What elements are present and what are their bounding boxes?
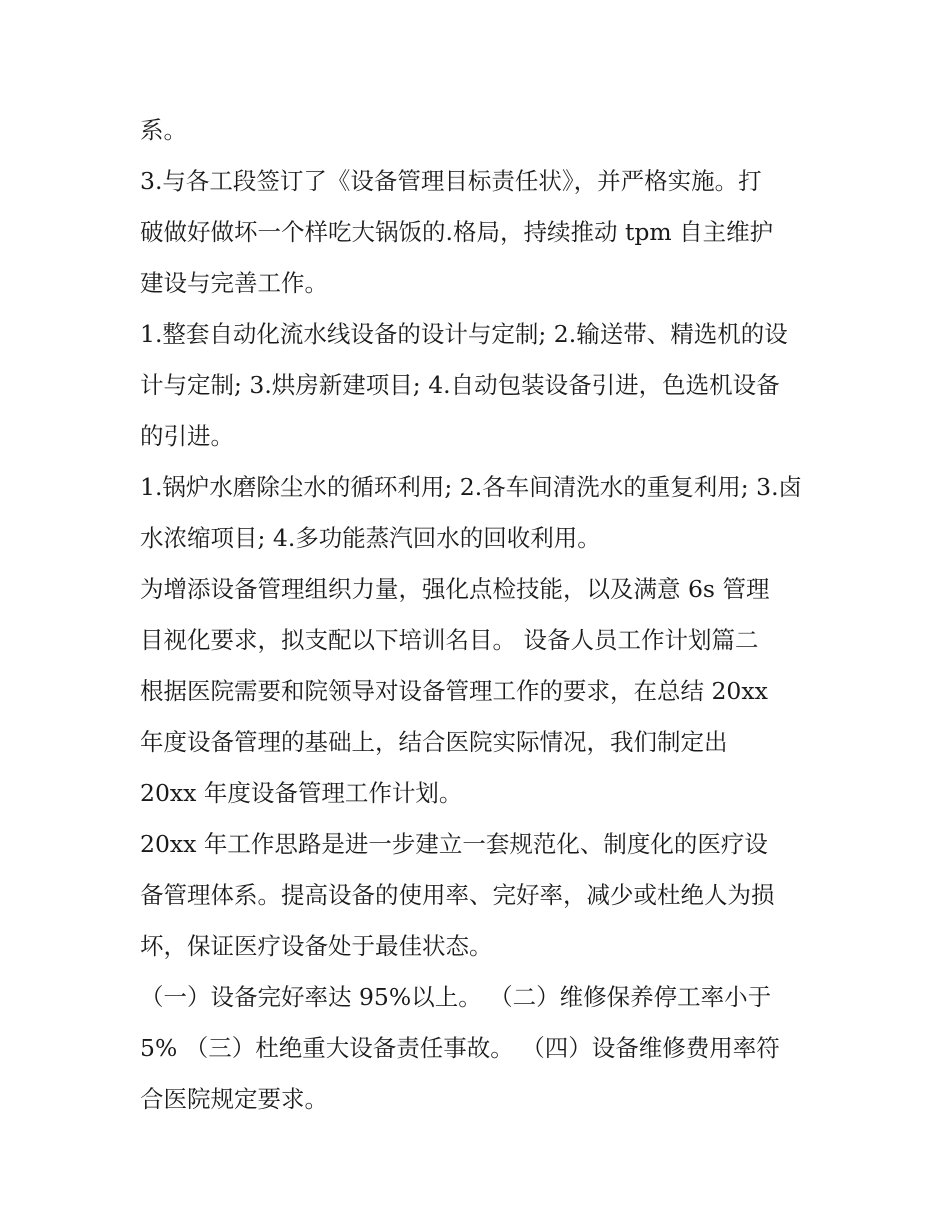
text-line: 1.整套自动化流水线设备的设计与定制; 2.输送带、精选机的设 — [140, 320, 788, 348]
text-line: 根据医院需要和院领导对设备管理工作的要求，在总结 20xx — [140, 677, 768, 705]
text-line: 5% （三）杜绝重大设备责任事故。 （四）设备维修费用率符 — [140, 1034, 780, 1062]
paragraph-water-recycling — [140, 462, 820, 564]
text-line: 计与定制; 3.烘房新建项目; 4.自动包装设备引进，色选机设备 — [140, 371, 780, 399]
paragraph-responsibility — [140, 156, 820, 309]
text-line: 系。 — [140, 116, 187, 144]
text-line: 20xx 年度设备管理工作计划。 — [140, 779, 463, 807]
paragraph-work-ideas — [140, 819, 820, 972]
text-line: 20xx 年工作思路是进一步建立一套规范化、制度化的医疗设 — [140, 830, 768, 858]
paragraph-system-end — [140, 105, 820, 156]
document-body — [140, 105, 820, 1125]
paragraph-automation — [140, 309, 820, 462]
text-line: 年度设备管理的基础上，结合医院实际情况，我们制定出 — [140, 728, 728, 756]
text-line: 的引进。 — [140, 422, 234, 450]
text-line: 目视化要求，拟支配以下培训名目。 设备人员工作计划篇二 — [140, 626, 759, 654]
text-line: 水浓缩项目; 4.多功能蒸汽回水的回收利用。 — [140, 524, 601, 552]
text-line: （一）设备完好率达 95%以上。 （二）维修保养停工率小于 — [140, 983, 772, 1011]
paragraph-targets — [140, 972, 820, 1125]
text-line: 备管理体系。提高设备的使用率、完好率，减少或杜绝人为损 — [140, 881, 775, 909]
paragraph-training — [140, 564, 820, 819]
text-line: 坏，保证医疗设备处于最佳状态。 — [140, 932, 493, 960]
text-line: 3.与各工段签订了《设备管理目标责任状》，并严格实施。打 — [140, 167, 762, 195]
text-line: 为增添设备管理组织力量，强化点检技能，以及满意 6s 管理 — [140, 575, 770, 603]
text-line: 合医院规定要求。 — [140, 1085, 328, 1113]
text-line: 破做好做坏一个样吃大锅饭的.格局，持续推动 tpm 自主维护 — [140, 218, 774, 246]
text-line: 1.锅炉水磨除尘水的循环利用; 2.各车间清洗水的重复利用; 3.卤 — [140, 473, 803, 501]
text-line: 建设与完善工作。 — [140, 269, 328, 297]
